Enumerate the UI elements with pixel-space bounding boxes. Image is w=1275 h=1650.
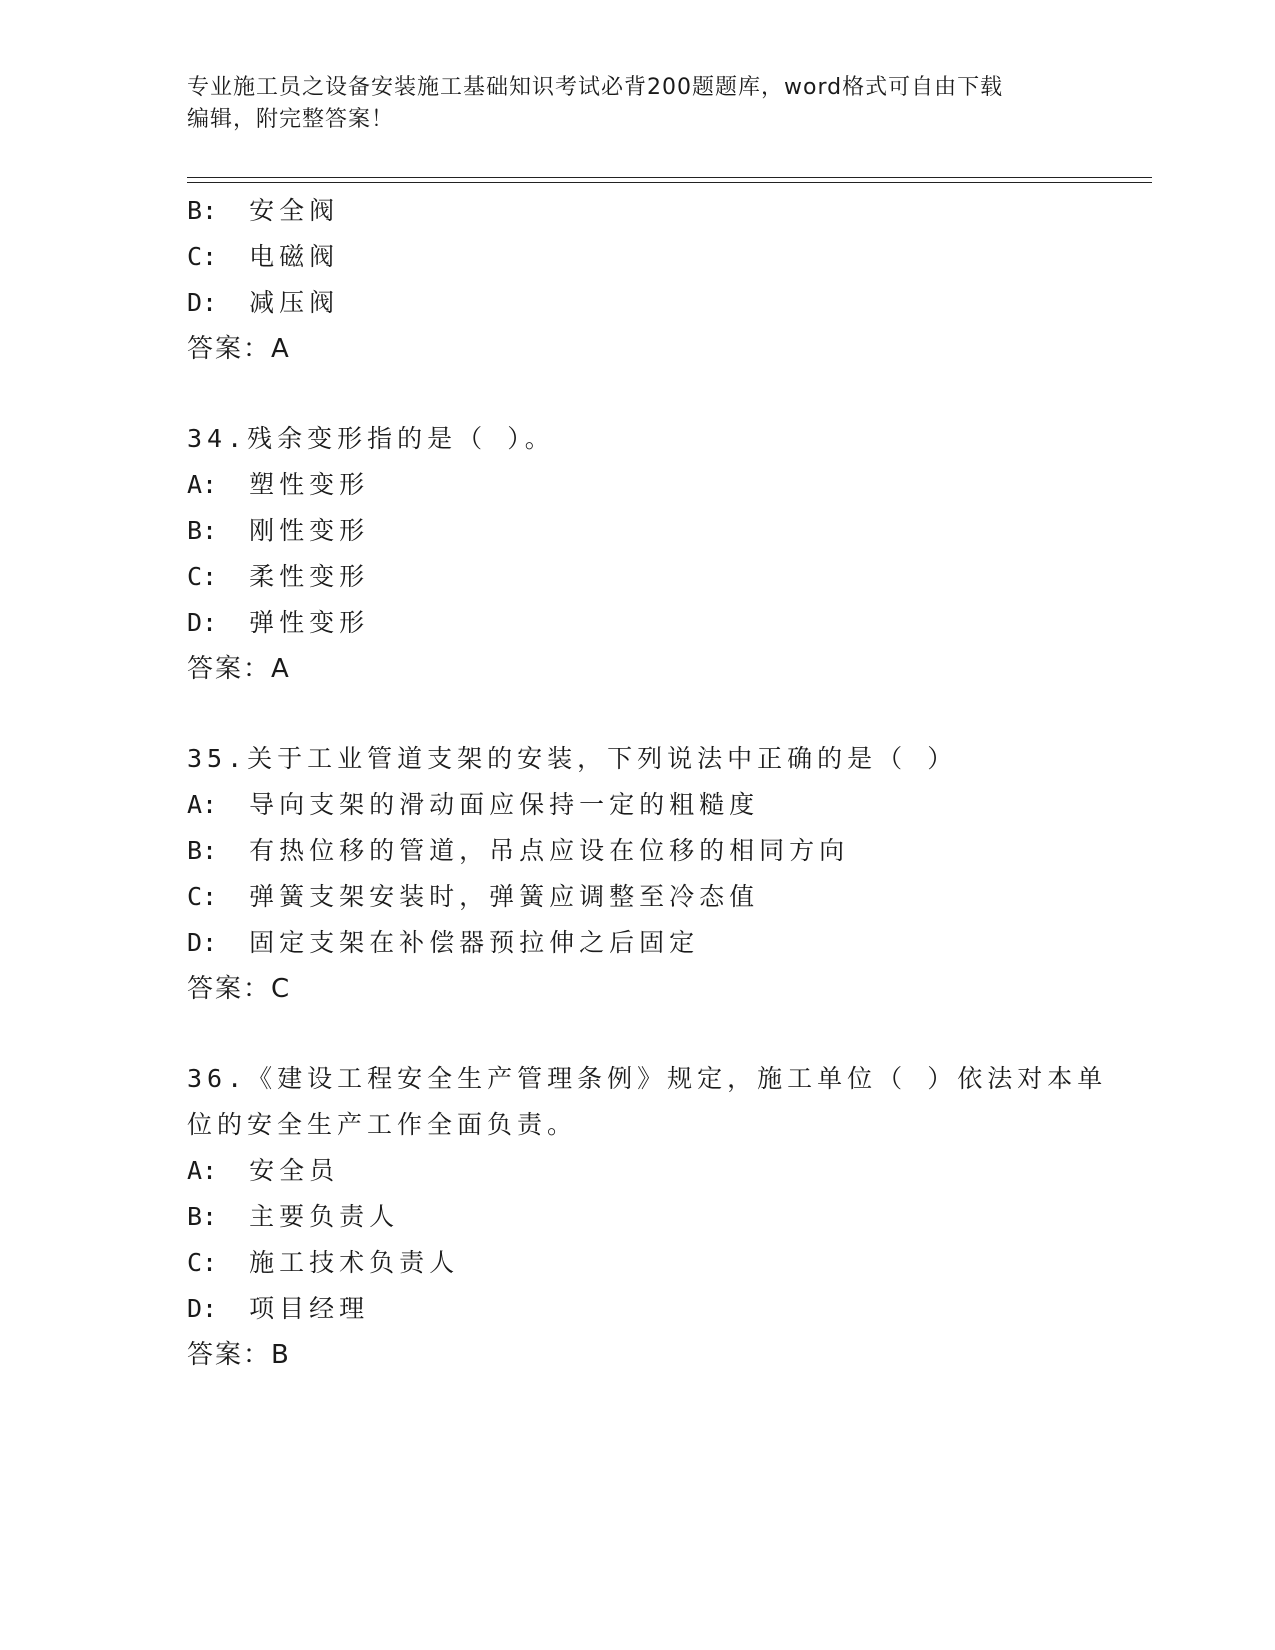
option-text: 弹性变形	[249, 608, 370, 637]
header-divider-bottom	[187, 182, 1152, 183]
option-text: 主要负责人	[249, 1202, 400, 1231]
option-text: 电磁阀	[249, 242, 340, 271]
question-text: 35.关于工业管道支架的安装，下列说法中正确的是（ ）	[187, 744, 958, 773]
option-c	[187, 874, 1117, 920]
question-block-36	[187, 1056, 1117, 1378]
option-text: 安全阀	[249, 196, 340, 225]
question-list	[187, 188, 1117, 1378]
question-block-33	[187, 188, 1117, 372]
option-d	[187, 280, 1117, 326]
option-b	[187, 828, 1117, 874]
option-prefix: A:	[187, 1156, 218, 1185]
option-prefix: C:	[187, 1248, 218, 1277]
option-prefix: D:	[187, 1294, 218, 1323]
option-c	[187, 234, 1117, 280]
option-b	[187, 1194, 1117, 1240]
option-b	[187, 188, 1117, 234]
answer-line: 答案：A	[187, 334, 291, 364]
option-a	[187, 462, 1117, 508]
option-prefix: B:	[187, 1202, 218, 1231]
option-text: 弹簧支架安装时，弹簧应调整至冷态值	[249, 882, 760, 911]
question-text: 34.残余变形指的是（ ）。	[187, 424, 555, 453]
option-d	[187, 600, 1117, 646]
option-prefix: C:	[187, 882, 218, 911]
option-prefix: D:	[187, 288, 218, 317]
question-block-34	[187, 416, 1117, 692]
option-text: 柔性变形	[249, 562, 370, 591]
question-text-line-1: 36.《建设工程安全生产管理条例》规定，施工单位（ ）依法对本单	[187, 1064, 1108, 1093]
question-block-35	[187, 736, 1117, 1012]
option-prefix: B:	[187, 516, 218, 545]
option-prefix: B:	[187, 196, 218, 225]
option-c	[187, 554, 1117, 600]
option-prefix: A:	[187, 790, 218, 819]
option-text: 刚性变形	[249, 516, 370, 545]
answer-line: 答案：B	[187, 1340, 291, 1370]
option-text: 导向支架的滑动面应保持一定的粗糙度	[249, 790, 760, 819]
option-prefix: A:	[187, 470, 218, 499]
option-text: 有热位移的管道，吊点应设在位移的相同方向	[249, 836, 850, 865]
option-text: 施工技术负责人	[249, 1248, 460, 1277]
question-text-line-2: 位的安全生产工作全面负责。	[187, 1110, 578, 1139]
document-header	[187, 72, 1087, 136]
option-d	[187, 920, 1117, 966]
header-divider-top	[187, 177, 1152, 178]
option-text: 塑性变形	[249, 470, 370, 499]
option-d	[187, 1286, 1117, 1332]
option-text: 固定支架在补偿器预拉伸之后固定	[249, 928, 700, 957]
option-prefix: C:	[187, 242, 218, 271]
option-prefix: C:	[187, 562, 218, 591]
option-c	[187, 1240, 1117, 1286]
option-prefix: D:	[187, 928, 218, 957]
option-text: 安全员	[249, 1156, 340, 1185]
option-a	[187, 1148, 1117, 1194]
option-a	[187, 782, 1117, 828]
option-b	[187, 508, 1117, 554]
header-title-line-2: 编辑，附完整答案！	[187, 107, 395, 132]
option-text: 减压阀	[249, 288, 340, 317]
header-title-line-1: 专业施工员之设备安装施工基础知识考试必背200题题库，word格式可自由下载	[187, 75, 1004, 100]
option-text: 项目经理	[249, 1294, 370, 1323]
option-prefix: B:	[187, 836, 218, 865]
option-prefix: D:	[187, 608, 218, 637]
answer-line: 答案：A	[187, 654, 291, 684]
answer-line: 答案：C	[187, 974, 292, 1004]
